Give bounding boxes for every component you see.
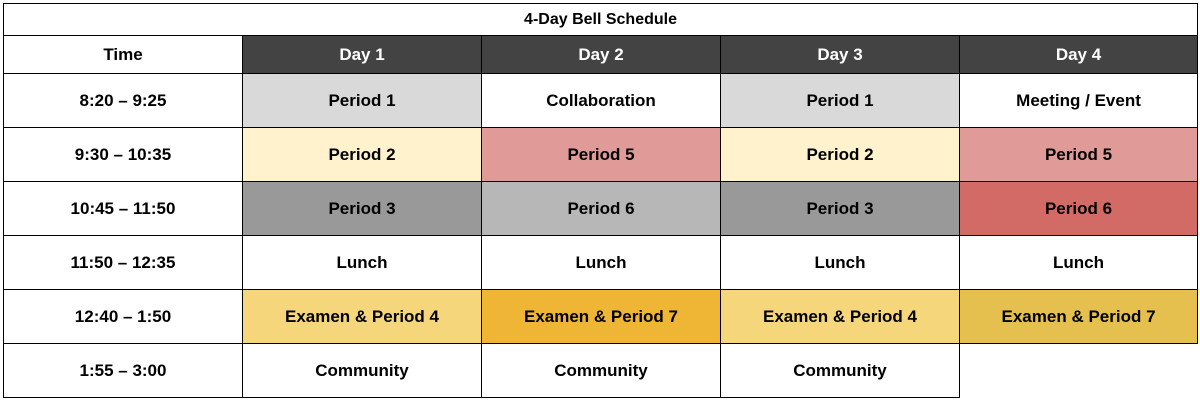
schedule-cell: Lunch	[482, 236, 721, 290]
day-3-header: Day 3	[721, 36, 960, 74]
time-cell: 1:55 – 3:00	[4, 344, 243, 398]
schedule-cell: Period 3	[243, 182, 482, 236]
table-row	[4, 344, 1198, 398]
schedule-cell: Examen & Period 7	[960, 290, 1198, 344]
time-cell: 11:50 – 12:35	[4, 236, 243, 290]
schedule-cell: Period 5	[482, 128, 721, 182]
schedule-cell: Examen & Period 7	[482, 290, 721, 344]
schedule-cell: Lunch	[960, 236, 1198, 290]
schedule-cell: Meeting / Event	[960, 74, 1198, 128]
schedule-cell: Period 3	[721, 182, 960, 236]
schedule-cell: Period 1	[721, 74, 960, 128]
day-1-header: Day 1	[243, 36, 482, 74]
time-cell: 10:45 – 11:50	[4, 182, 243, 236]
time-cell: 12:40 – 1:50	[4, 290, 243, 344]
schedule-cell: Lunch	[721, 236, 960, 290]
empty-cell	[960, 344, 1198, 398]
schedule-cell: Period 5	[960, 128, 1198, 182]
schedule-title: 4-Day Bell Schedule	[4, 4, 1198, 36]
schedule-cell: Community	[482, 344, 721, 398]
table-row	[4, 290, 1198, 344]
schedule-cell: Community	[243, 344, 482, 398]
schedule-cell: Examen & Period 4	[721, 290, 960, 344]
schedule-cell: Community	[721, 344, 960, 398]
schedule-cell: Lunch	[243, 236, 482, 290]
schedule-cell: Period 6	[960, 182, 1198, 236]
table-row	[4, 74, 1198, 128]
day-4-header: Day 4	[960, 36, 1198, 74]
schedule-cell: Period 2	[243, 128, 482, 182]
bell-schedule	[3, 3, 1197, 403]
day-2-header: Day 2	[482, 36, 721, 74]
schedule-table	[3, 3, 1198, 398]
schedule-cell: Period 2	[721, 128, 960, 182]
table-row	[4, 128, 1198, 182]
table-row	[4, 182, 1198, 236]
header-row	[4, 36, 1198, 74]
schedule-cell: Collaboration	[482, 74, 721, 128]
title-row	[4, 4, 1198, 36]
schedule-cell: Period 6	[482, 182, 721, 236]
time-header: Time	[4, 36, 243, 74]
time-cell: 8:20 – 9:25	[4, 74, 243, 128]
table-row	[4, 236, 1198, 290]
schedule-cell: Period 1	[243, 74, 482, 128]
time-cell: 9:30 – 10:35	[4, 128, 243, 182]
schedule-cell: Examen & Period 4	[243, 290, 482, 344]
